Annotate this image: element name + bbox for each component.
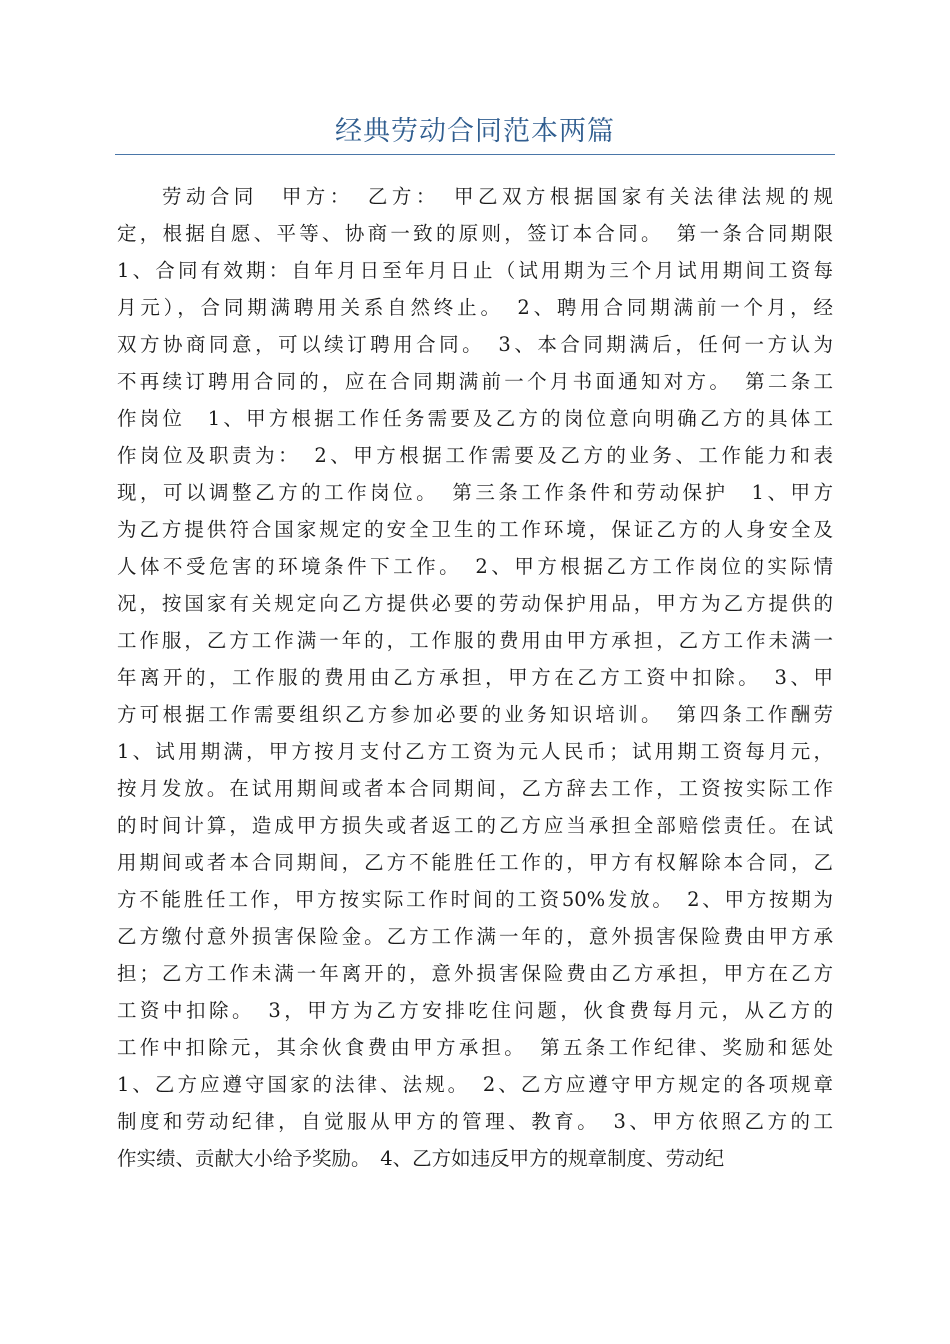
body-line: 用期间或者本合同期间，乙方不能胜任工作的，甲方有权解除本合同，乙 <box>117 851 833 874</box>
document-body <box>117 178 833 1218</box>
document-title: 经典劳动合同范本两篇 <box>335 116 615 147</box>
body-line: 1、乙方应遵守国家的法律、法规。 2、乙方应遵守甲方规定的各项规章 <box>117 1073 833 1096</box>
body-line: 双方协商同意，可以续订聘用合同。 3、本合同期满后，任何一方认为 <box>117 333 833 356</box>
body-line: 月元），合同期满聘用关系自然终止。 2、聘用合同期满前一个月，经 <box>117 296 833 319</box>
body-line: 为乙方提供符合国家规定的安全卫生的工作环境，保证乙方的人身安全及 <box>117 518 833 541</box>
body-line: 制度和劳动纪律，自觉服从甲方的管理、教育。 3、甲方依照乙方的工 <box>117 1110 833 1133</box>
body-line: 乙方缴付意外损害保险金。乙方工作满一年的，意外损害保险费由甲方承 <box>117 925 833 948</box>
body-line: 方可根据工作需要组织乙方参加必要的业务知识培训。 第四条工作酬劳 <box>117 703 833 726</box>
body-line: 按月发放。在试用期间或者本合同期间，乙方辞去工作，工资按实际工作 <box>117 777 833 800</box>
body-line: 工作服，乙方工作满一年的，工作服的费用由甲方承担，乙方工作未满一 <box>117 629 833 652</box>
body-line: 现，可以调整乙方的工作岗位。 第三条工作条件和劳动保护 1、甲方 <box>117 481 833 504</box>
body-line: 1、试用期满，甲方按月支付乙方工资为元人民币；试用期工资每月元， <box>117 740 833 763</box>
body-line: 作实绩、贡献大小给予奖励。 4、乙方如违反甲方的规章制度、劳动纪 <box>117 1147 725 1170</box>
body-line: 方不能胜任工作，甲方按实际工作时间的工资50%发放。 2、甲方按期为 <box>117 888 833 911</box>
body-line: 不再续订聘用合同的，应在合同期满前一个月书面通知对方。 第二条工 <box>117 370 833 393</box>
body-line: 定，根据自愿、平等、协商一致的原则，签订本合同。 第一条合同期限 <box>117 222 833 245</box>
body-line: 况，按国家有关规定向乙方提供必要的劳动保护用品，甲方为乙方提供的 <box>117 592 833 615</box>
body-line: 劳动合同 甲方： 乙方： 甲乙双方根据国家有关法律法规的规 <box>162 185 833 208</box>
body-line: 工资中扣除。 3，甲方为乙方安排吃住问题，伙食费每月元，从乙方的 <box>117 999 833 1022</box>
body-line: 作岗位 1、甲方根据工作任务需要及乙方的岗位意向明确乙方的具体工 <box>117 407 833 430</box>
title-underline <box>115 154 835 155</box>
body-line: 年离开的，工作服的费用由乙方承担，甲方在乙方工资中扣除。 3、甲 <box>117 666 833 689</box>
body-line: 作岗位及职责为： 2、甲方根据工作需要及乙方的业务、工作能力和表 <box>117 444 833 467</box>
body-line: 工作中扣除元，其余伙食费由甲方承担。 第五条工作纪律、奖励和惩处 <box>117 1036 833 1059</box>
body-line: 人体不受危害的环境条件下工作。 2、甲方根据乙方工作岗位的实际情 <box>117 555 833 578</box>
body-line: 1、合同有效期：自年月日至年月日止（试用期为三个月试用期间工资每 <box>117 259 833 282</box>
body-line: 担；乙方工作未满一年离开的，意外损害保险费由乙方承担，甲方在乙方 <box>117 962 833 985</box>
body-line: 的时间计算，造成甲方损失或者返工的乙方应当承担全部赔偿责任。在试 <box>117 814 833 837</box>
